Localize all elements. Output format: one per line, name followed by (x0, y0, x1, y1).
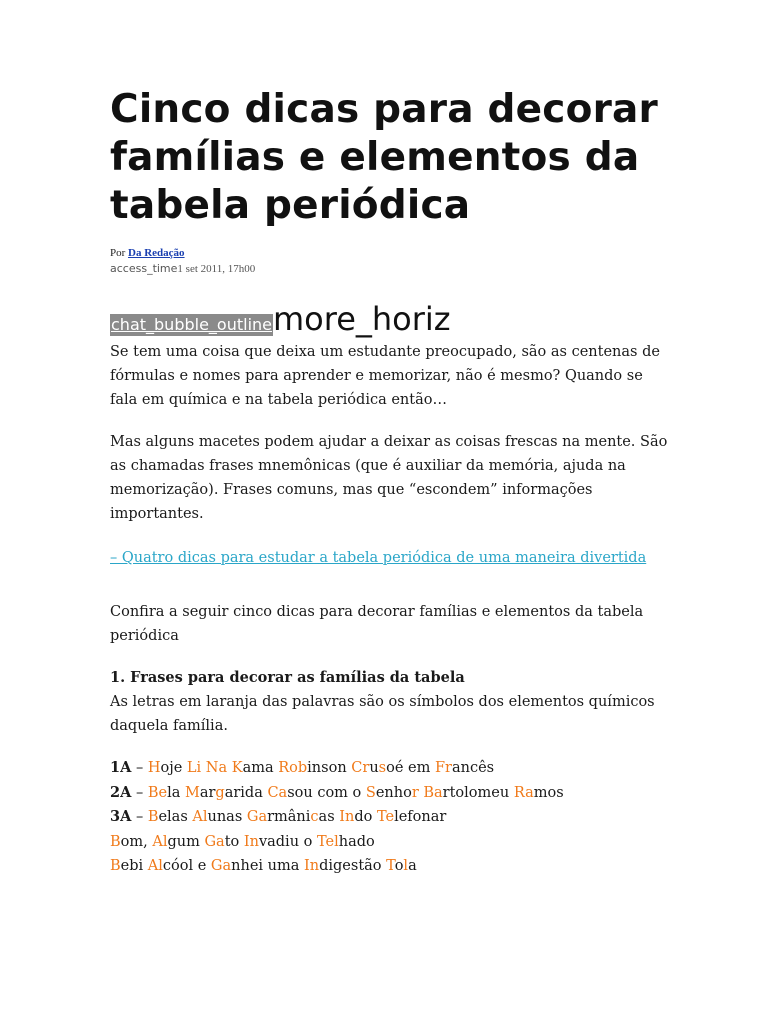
post-meta (110, 262, 670, 276)
mnemonic-text: enho (375, 784, 412, 801)
byline-prefix: Por (110, 247, 129, 259)
mnemonic-label: 1A (110, 759, 132, 776)
mnemonic-text: arida (224, 784, 268, 801)
mnemonic-text: as (318, 809, 340, 825)
mnemonic-line (110, 781, 670, 806)
mnemonic-text: oé em (386, 760, 435, 776)
paragraph-intro: Se tem uma coisa que deixa um estudante preocupado, são as centenas de fórmulas e nomes para aprender e memorizar, não é mesmo? Quando se fala em química e na tabela periódica então… (110, 344, 660, 408)
article-title: Cinco dicas para decorar famílias e elementos da tabela periódica (110, 87, 658, 228)
paragraph-confira: Confira a seguir cinco dicas para decorar famílias e elementos da tabela periódica (110, 604, 644, 644)
element-symbol: Te (376, 809, 395, 825)
mnemonic-text: lefonar (394, 809, 447, 825)
element-symbol: Rob (278, 760, 308, 776)
element-symbol: Fr (434, 760, 452, 776)
element-symbol: T (386, 858, 395, 874)
mnemonic-text: la (167, 784, 185, 801)
mnemonic-text: a (408, 858, 417, 874)
element-symbol: Li (186, 760, 202, 776)
paragraph-macetes: Mas alguns macetes podem ajudar a deixar as coisas frescas na mente. São as chamadas frases mnemônicas (que é auxiliar da memória, ajuda na memorização). Frases comuns, mas que “escondem” informações importantes. (110, 434, 668, 522)
article (110, 86, 670, 879)
element-symbol: s (378, 760, 387, 776)
element-symbol: B (147, 809, 159, 825)
element-symbol: B (110, 833, 121, 850)
mnemonic-text: elas (158, 809, 193, 825)
mnemonic-text: unas (207, 809, 247, 825)
section-intro: As letras em laranja das palavras são os símbolos dos elementos químicos daquela família. (110, 694, 655, 734)
mnemonic-line (110, 854, 670, 879)
element-symbol: Ga (246, 809, 268, 825)
mnemonic-text: rmâni (267, 809, 311, 825)
element-symbol: K (231, 760, 243, 776)
element-symbol: Ra (513, 784, 534, 801)
mnemonic-text: ama (242, 760, 279, 776)
mnemonic-text: ar (199, 784, 216, 801)
post-date: 1 set 2011, 17h00 (177, 263, 256, 275)
element-symbol: Cr (351, 760, 370, 776)
element-symbol: Ga (210, 858, 232, 874)
element-symbol: l (403, 858, 409, 874)
mnemonic-list (110, 756, 670, 879)
element-symbol: S (365, 784, 376, 801)
element-symbol: Na (205, 760, 228, 776)
element-symbol: In (243, 833, 259, 850)
mnemonic-label: 2A (110, 783, 132, 801)
element-symbol: Ca (267, 784, 288, 801)
element-symbol: Tel (316, 833, 339, 850)
element-symbol: r (411, 784, 419, 801)
mnemonic-separator: – (131, 784, 148, 801)
share-bar (110, 296, 670, 336)
mnemonic-text: to (224, 833, 244, 850)
access-time-icon: access_time (110, 262, 178, 275)
more-horiz-icon[interactable]: more_horiz (273, 300, 451, 338)
mnemonic-text: mos (533, 784, 564, 801)
mnemonic-text: inson (307, 760, 352, 776)
related-article-link[interactable]: – Quatro dicas para estudar a tabela periódica de uma maneira divertida (110, 550, 647, 566)
mnemonic-text: cóol e (162, 858, 211, 874)
element-symbol: Al (147, 858, 163, 874)
mnemonic-text: sou com o (287, 784, 366, 801)
mnemonic-text: o (394, 858, 404, 874)
byline (110, 246, 670, 260)
element-symbol: M (184, 784, 200, 801)
mnemonic-text: vadiu o (258, 833, 317, 850)
element-symbol: g (215, 784, 225, 801)
element-symbol: Al (152, 833, 168, 850)
mnemonic-separator: – (131, 809, 148, 825)
mnemonic-text: rtolomeu (442, 784, 514, 801)
mnemonic-text: om, (120, 833, 153, 850)
mnemonic-text: digestão (319, 858, 387, 874)
mnemonic-text: ancês (451, 760, 495, 776)
author-link[interactable]: Da Redação (128, 247, 185, 259)
mnemonic-text: nhei uma (231, 858, 305, 874)
mnemonic-line (110, 805, 670, 830)
mnemonic-separator: – (131, 760, 148, 776)
mnemonic-text: oje (160, 760, 187, 776)
element-symbol: In (339, 809, 355, 825)
element-symbol: Ba (423, 784, 443, 801)
chat-bubble-outline-icon[interactable]: chat_bubble_outline (111, 315, 272, 334)
element-symbol: H (147, 760, 161, 776)
section-title: 1. Frases para decorar as famílias da tabela (110, 669, 465, 686)
mnemonic-label: 3A (110, 808, 132, 825)
mnemonic-text: ebi (120, 858, 148, 874)
element-symbol: Be (147, 784, 168, 801)
mnemonic-line (110, 830, 670, 855)
element-symbol: Al (192, 809, 208, 825)
mnemonic-line (110, 756, 670, 781)
element-symbol: B (110, 858, 121, 874)
mnemonic-text: do (354, 809, 377, 825)
mnemonic-text: u (369, 760, 379, 776)
mnemonic-text: gum (167, 833, 205, 850)
element-symbol: In (304, 858, 320, 874)
element-symbol: c (310, 809, 319, 825)
mnemonic-text: hado (338, 833, 375, 850)
element-symbol: Ga (204, 833, 225, 850)
